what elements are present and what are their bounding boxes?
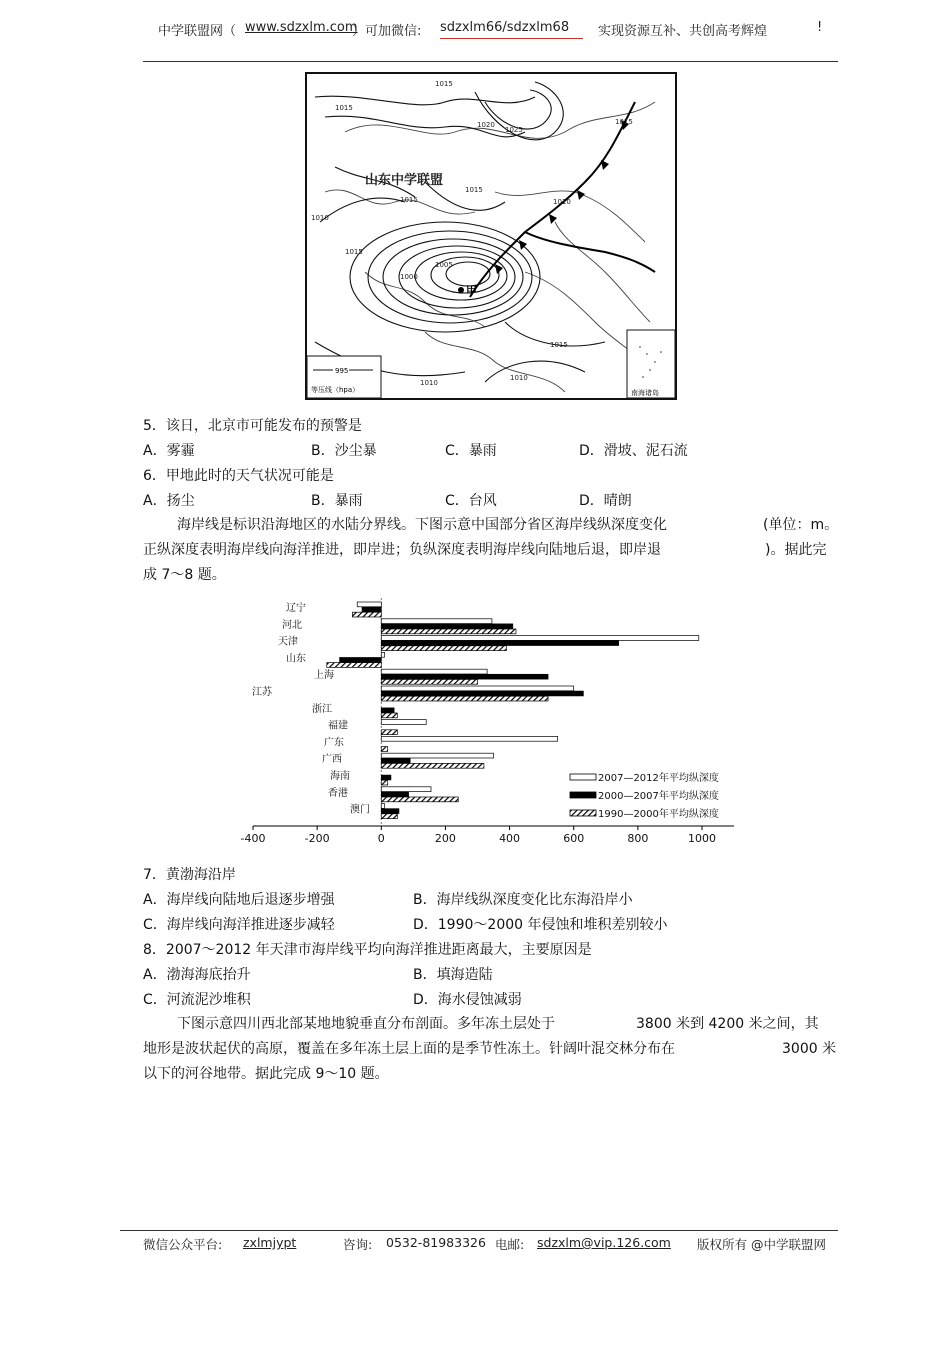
header-site-url-link[interactable]: www.sdzxlm.com — [245, 20, 358, 35]
svg-text:等压线（hpa）: 等压线（hpa） — [311, 386, 360, 394]
category-label: 福建 — [328, 720, 348, 732]
x-tick-label: 1000 — [688, 832, 716, 845]
header-wechat-ids: sdzxlm66/sdzxlm68 — [440, 20, 570, 35]
bar-1990-2000 — [352, 612, 381, 617]
q5-stem: 5．该日，北京市可能发布的预警是 — [143, 418, 362, 434]
bar-1990-2000 — [381, 696, 548, 701]
intro910-line2: 地形是波状起伏的高原，覆盖在多年冻土层上面的是季节性冻土。针阔叶混交林分布在 — [143, 1041, 675, 1057]
svg-text:1020: 1020 — [477, 121, 495, 129]
bar-2000-2007 — [362, 607, 381, 612]
svg-text:1010: 1010 — [510, 374, 528, 382]
svg-text:1015: 1015 — [550, 341, 568, 349]
weather-map — [305, 72, 677, 400]
q8-stem: 8．2007～2012 年天津市海岸线平均向海洋推进距离最大，主要原因是 — [143, 942, 592, 958]
svg-text:1025: 1025 — [505, 126, 523, 134]
bar-1990-2000 — [381, 730, 397, 735]
header-divider — [143, 61, 838, 62]
q6-stem: 6．甲地此时的天气状况可能是 — [143, 468, 334, 484]
bar-1990-2000 — [381, 629, 516, 634]
q6-option-b: B．暴雨 — [311, 493, 363, 509]
svg-text:1010: 1010 — [311, 214, 329, 222]
category-label: 辽宁 — [286, 603, 306, 614]
bar-1990-2000 — [381, 797, 458, 802]
bar-2007-2012 — [381, 753, 493, 758]
bar-2000-2007 — [381, 674, 548, 679]
intro78-line1-unit: (单位：m。 — [763, 517, 839, 533]
legend-swatch — [570, 774, 596, 780]
legend-swatch — [570, 810, 596, 816]
q5-option-b: B．沙尘暴 — [311, 443, 377, 459]
bar-1990-2000 — [381, 646, 506, 651]
q8-option-d: D．海水侵蚀减弱 — [413, 992, 522, 1008]
bar-2007-2012 — [381, 736, 557, 741]
svg-text:1010: 1010 — [553, 198, 571, 206]
bar-2000-2007 — [381, 758, 410, 763]
header-wechat-label: ）可加微信: — [352, 24, 422, 39]
q7-option-c: C．海岸线向海洋推进逐步减轻 — [143, 917, 335, 933]
header-slogan: 实现资源互补、共创高考辉煌 — [598, 24, 768, 39]
legend-label: 2000—2007年平均纵深度 — [598, 791, 719, 802]
header-site-name: 中学联盟网（ — [158, 24, 237, 39]
intro910-line3: 以下的河谷地带。据此完成 9～10 题。 — [143, 1066, 389, 1082]
header-wechat-underline — [440, 38, 583, 39]
bar-2007-2012 — [381, 787, 431, 792]
q6-option-c: C．台风 — [445, 493, 497, 509]
bar-1990-2000 — [381, 763, 484, 768]
x-tick-label: 0 — [377, 832, 385, 845]
category-label: 上海 — [314, 670, 334, 682]
x-tick-label: 200 — [434, 832, 456, 845]
footer-phone: 0532-81983326 — [386, 1235, 486, 1250]
category-label: 广东 — [324, 737, 344, 749]
q8-option-a: A．渤海海底抬升 — [143, 967, 251, 983]
svg-text:1015: 1015 — [345, 248, 363, 256]
bar-2007-2012 — [381, 720, 426, 725]
q7-option-d: D．1990～2000 年侵蚀和堆积差别较小 — [413, 917, 668, 933]
intro78-line2: 正纵深度表明海岸线向海洋推进，即岸进；负纵深度表明海岸线向陆地后退，即岸退 — [143, 542, 661, 558]
header-exclaim: ! — [817, 20, 823, 35]
bar-2007-2012 — [381, 652, 384, 657]
bar-2007-2012 — [381, 619, 492, 624]
map-inset-south-china-sea — [627, 330, 675, 398]
page-header — [0, 20, 950, 40]
bar-2000-2007 — [381, 792, 408, 797]
svg-text:1015: 1015 — [615, 118, 633, 126]
bar-1990-2000 — [327, 663, 382, 668]
footer-wechat-label: 微信公众平台: — [143, 1237, 223, 1252]
legend-label: 2007—2012年平均纵深度 — [598, 773, 719, 784]
footer-email-label: 电邮: — [495, 1237, 525, 1252]
q6-option-a: A．扬尘 — [143, 493, 195, 509]
q5-option-c: C．暴雨 — [445, 443, 497, 459]
map-location-marker — [458, 287, 464, 293]
bar-2000-2007 — [381, 691, 583, 696]
bar-2000-2007 — [381, 809, 399, 814]
x-tick-label: 400 — [499, 832, 521, 845]
svg-text:995: 995 — [335, 367, 349, 375]
category-label: 香港 — [328, 787, 348, 799]
intro910-line1: 下图示意四川西北部某地地貌垂直分布剖面。多年冻土层处于 — [177, 1016, 555, 1032]
legend-swatch — [570, 792, 596, 798]
footer-email-link[interactable]: sdzxlm@vip.126.com — [537, 1235, 671, 1250]
category-label: 河北 — [282, 619, 302, 631]
x-tick-label: -400 — [240, 832, 266, 845]
category-label: 广西 — [322, 754, 342, 766]
svg-text:1015: 1015 — [465, 186, 483, 194]
q7-option-a: A．海岸线向陆地后退逐步增强 — [143, 892, 335, 908]
svg-text:1005: 1005 — [435, 261, 453, 269]
map-legend — [307, 356, 381, 398]
q7-option-b: B．海岸线纵深度变化比东海沿岸小 — [413, 892, 633, 908]
intro910-line1-end: 3800 米到 4200 米之间，其 — [636, 1016, 819, 1032]
bar-1990-2000 — [381, 679, 477, 684]
footer-divider — [120, 1230, 838, 1231]
q5-option-a: A．雾霾 — [143, 443, 195, 459]
map-location-label: 甲 — [466, 284, 477, 297]
bar-1990-2000 — [381, 747, 387, 752]
map-watermark: 山东中学联盟 — [365, 173, 444, 188]
q5-option-d: D．滑坡、泥石流 — [579, 443, 688, 459]
svg-text:南海诸岛: 南海诸岛 — [631, 389, 659, 397]
intro910-line2-end: 3000 米 — [782, 1041, 837, 1057]
coastline-chart — [236, 596, 756, 846]
bar-2007-2012 — [381, 636, 699, 641]
q8-option-c: C．河流泥沙堆积 — [143, 992, 251, 1008]
bar-2000-2007 — [381, 775, 391, 780]
q6-option-d: D．晴朗 — [579, 493, 632, 509]
bar-2007-2012 — [381, 669, 487, 674]
x-tick-label: 600 — [563, 832, 585, 845]
footer-phone-label: 咨询: — [343, 1237, 373, 1252]
bar-2007-2012 — [357, 602, 381, 607]
legend-label: 1990—2000年平均纵深度 — [598, 809, 719, 820]
bar-2007-2012 — [381, 804, 384, 809]
svg-text:1000: 1000 — [400, 273, 418, 281]
category-label: 浙江 — [312, 703, 332, 715]
intro78-line3: 成 7～8 题。 — [143, 567, 226, 583]
footer-copyright: 版权所有 @中学联盟网 — [697, 1237, 826, 1252]
category-label: 澳门 — [350, 804, 370, 816]
bar-2007-2012 — [381, 686, 573, 691]
bar-2000-2007 — [381, 641, 618, 646]
svg-text:1015: 1015 — [400, 196, 418, 204]
bar-2000-2007 — [381, 708, 394, 713]
bar-1990-2000 — [381, 780, 387, 785]
category-label: 山东 — [286, 653, 306, 665]
bar-2000-2007 — [340, 658, 382, 663]
category-label: 江苏 — [252, 687, 272, 698]
x-tick-label: -200 — [304, 832, 330, 845]
category-label: 海南 — [330, 771, 350, 782]
q7-stem: 7．黄渤海沿岸 — [143, 867, 236, 883]
svg-text:1015: 1015 — [335, 104, 353, 112]
category-label: 天津 — [278, 636, 298, 648]
intro78-line2-end: )。据此完 — [765, 542, 827, 558]
bar-2000-2007 — [381, 624, 512, 629]
x-tick-label: 800 — [627, 832, 649, 845]
svg-text:1010: 1010 — [420, 379, 438, 387]
intro78-line1: 海岸线是标识沿海地区的水陆分界线。下图示意中国部分省区海岸线纵深度变化 — [177, 517, 667, 533]
footer-wechat-id[interactable]: zxlmjypt — [243, 1235, 297, 1250]
bar-1990-2000 — [381, 814, 397, 819]
bar-1990-2000 — [381, 713, 397, 718]
svg-text:1015: 1015 — [435, 80, 453, 88]
q8-option-b: B．填海造陆 — [413, 967, 493, 983]
